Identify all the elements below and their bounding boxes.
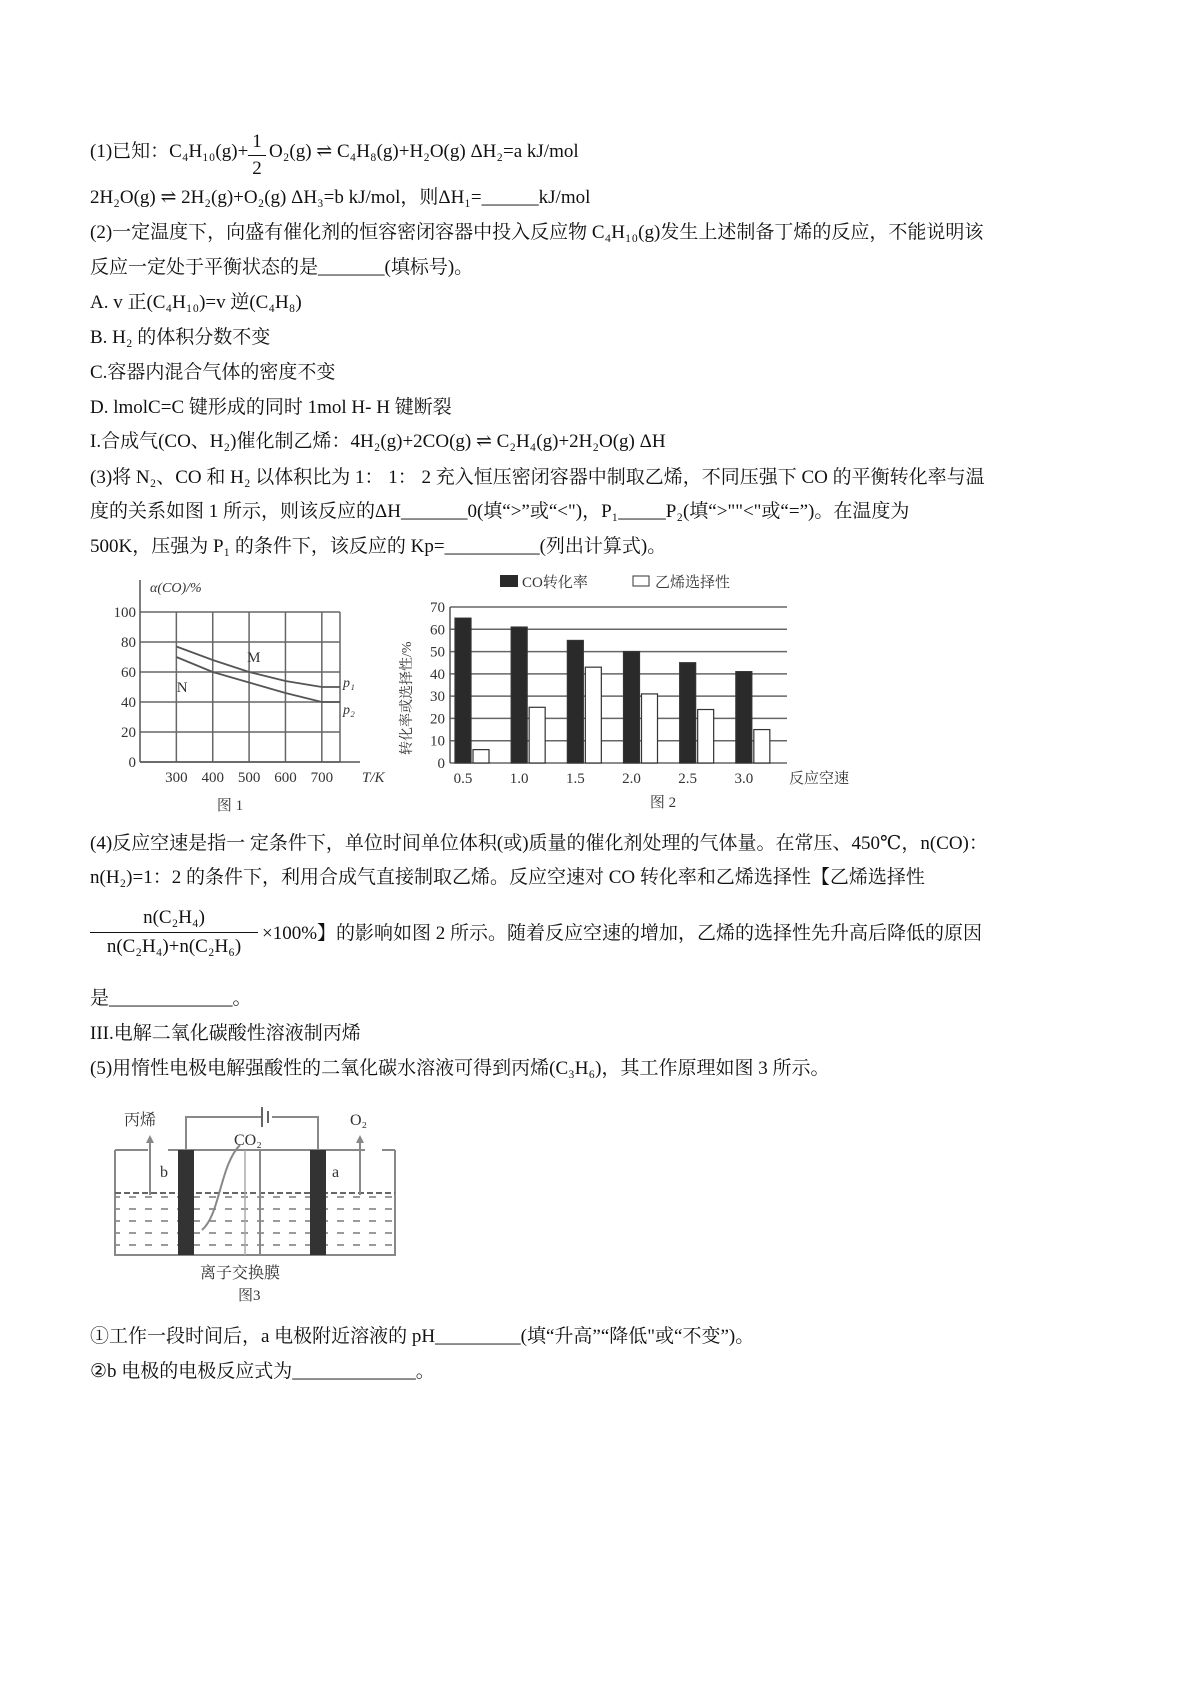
figure-3-electrolysis-diagram <box>110 1095 410 1310</box>
frac-den: 2 <box>252 158 262 179</box>
q4-line2: n(H₂)=1：2 的条件下，利用合成气直接制取乙烯。反应空速对 CO 转化率和乙烯选择性【乙烯选择性 <box>90 867 925 888</box>
figure-2-chart <box>395 565 855 820</box>
frac-numerator: n(C₂H₄) <box>90 906 258 933</box>
y-tick-label: 60 <box>121 665 136 681</box>
frac-denominator: n(C₂H₄)+n(C₂H₆) <box>106 936 242 957</box>
label-a: a <box>332 1164 340 1181</box>
electrode-b <box>178 1150 194 1255</box>
bar-selectivity <box>642 694 658 763</box>
q4-line3: ×100%】的影响如图 2 所示。随着反应空速的增加，乙烯的选择性先升高后降低的原因 <box>262 923 983 944</box>
y-tick-label: 30 <box>430 689 445 706</box>
bar-co-conversion <box>680 663 696 763</box>
label-co2: CO₂ <box>234 1132 262 1149</box>
y-tick-label: 0 <box>437 756 445 772</box>
section-2-heading: I.合成气(CO、H₂)催化制乙烯：4H₂(g)+2CO(g) ⇌ C₂H₄(g)+2H₂O(g) ΔH <box>90 431 666 452</box>
q1-line2: 2H₂O(g) ⇌ 2H₂(g)+O₂(g) ΔH₃=b kJ/mol，则ΔH₁=______kJ/mol <box>90 187 591 208</box>
x-tick-label: 1.0 <box>509 771 529 787</box>
figure-1-caption: 图 1 <box>216 798 244 814</box>
legend-swatch-co <box>500 575 518 587</box>
bar-selectivity <box>473 750 489 763</box>
y-tick-label: 0 <box>128 755 136 771</box>
label-propylene: 丙烯 <box>124 1112 157 1129</box>
option-a: A. v 正(C₄H₁₀)=v 逆(C₄H₈) <box>90 292 302 313</box>
legend-label-selectivity: 乙烯选择性 <box>655 575 731 591</box>
q3-line2: 度的关系如图 1 所示，则该反应的ΔH_______0(填“>”或“<")，P₁_____P₂(填“>""<"或“=”)。在温度为 <box>90 501 910 522</box>
y-axis-label: α(CO)/% <box>150 581 202 596</box>
y-tick-label: 20 <box>121 725 136 741</box>
label-o2: O₂ <box>350 1112 368 1129</box>
electrode-a <box>310 1150 326 1255</box>
legend-swatch-selectivity <box>633 576 649 586</box>
q3-line3: 500K，压强为 P₁ 的条件下，该反应的 Kp=__________(列出计算式)。 <box>90 536 667 557</box>
bar-selectivity <box>698 710 714 763</box>
q1-line1 <box>90 131 579 179</box>
bar-co-conversion <box>511 627 527 763</box>
x-tick-label: 500 <box>237 770 261 786</box>
series-label: p₂ <box>343 703 355 718</box>
bar-co-conversion <box>736 672 752 763</box>
y-axis-label: 转化率或选择性/% <box>400 641 415 755</box>
section-3-heading: III.电解二氧化碳酸性溶液制丙烯 <box>90 1023 361 1044</box>
x-tick-label: 400 <box>201 770 224 786</box>
bar-selectivity <box>754 730 770 763</box>
y-tick-label: 40 <box>121 695 136 711</box>
point-label: M <box>247 650 261 666</box>
x-axis-label: T/K <box>362 770 385 786</box>
x-tick-label: 700 <box>310 770 334 786</box>
half-fraction <box>248 131 266 180</box>
y-tick-label: 40 <box>430 666 445 683</box>
label-membrane: 离子交换膜 <box>200 1265 281 1282</box>
q2-line2: 反应一定处于平衡状态的是_______(填标号)。 <box>90 257 474 278</box>
q2-line1: (2)一定温度下，向盛有催化剂的恒容密闭容器中投入反应物 C₄H₁₀(g)发生上述制备丁烯的反应，不能说明该 <box>90 222 984 243</box>
x-tick-label: 2.0 <box>622 771 641 787</box>
q4-line4: 是_____________。 <box>90 988 252 1009</box>
x-tick-label: 1.5 <box>565 771 585 787</box>
figure-3-caption: 图3 <box>238 1288 261 1304</box>
option-d: D. lmolC=C 键形成的同时 1mol H- H 键断裂 <box>90 397 452 418</box>
frac-num: 1 <box>248 131 266 156</box>
bar-selectivity <box>529 707 545 763</box>
q1-text-suffix: O₂(g) ⇌ C₄H₈(g)+H₂O(g) ΔH₂=a kJ/mol <box>269 141 579 162</box>
option-c: C.容器内混合气体的密度不变 <box>90 362 336 383</box>
y-tick-label: 50 <box>430 644 445 661</box>
series-label: p₁ <box>343 676 355 691</box>
option-b: B. H₂ 的体积分数不变 <box>90 327 271 348</box>
x-tick-label: 300 <box>165 770 188 786</box>
q5-line1: (5)用惰性电极电解强酸性的二氧化碳水溶液可得到丙烯(C₃H₆)，其工作原理如图 3 所示。 <box>90 1058 830 1079</box>
bar-co-conversion <box>567 640 583 763</box>
bar-co-conversion <box>455 618 471 763</box>
y-tick-label: 100 <box>113 605 136 621</box>
q5-sub2: ②b 电极的电极反应式为_____________。 <box>90 1361 435 1382</box>
y-tick-label: 10 <box>430 733 445 750</box>
legend-label-co: CO转化率 <box>522 575 588 591</box>
x-tick-label: 2.5 <box>678 771 698 787</box>
point-label: N <box>176 680 188 696</box>
x-tick-label: 3.0 <box>734 771 754 787</box>
bar-selectivity <box>585 667 601 763</box>
selectivity-fraction <box>90 906 258 959</box>
y-tick-label: 20 <box>430 711 445 728</box>
x-tick-label: 600 <box>274 770 297 786</box>
x-axis-label: 反应空速 <box>789 771 850 787</box>
q1-text: (1)已知：C₄H₁₀(g)+ <box>90 141 249 162</box>
q4-line1: (4)反应空速是指一 定条件下，单位时间单位体积(或)质量的催化剂处理的气体量。在常压、450℃，n(CO)： <box>90 833 988 854</box>
q3-line1: (3)将 N₂、CO 和 H₂ 以体积比为 1： 1： 2 充入恒压密闭容器中制取乙烯，不同压强下 CO 的平衡转化率与温 <box>90 467 985 488</box>
y-tick-label: 80 <box>121 635 136 651</box>
y-tick-label: 60 <box>430 622 445 639</box>
label-b: b <box>160 1164 168 1181</box>
figure-1-chart <box>100 570 400 820</box>
solution <box>116 1193 394 1254</box>
figure-2-caption: 图 2 <box>649 795 677 811</box>
x-tick-label: 0.5 <box>453 771 473 787</box>
q5-sub1: ①工作一段时间后，a 电极附近溶液的 pH_________(填“升高”“降低"或“不变”)。 <box>90 1326 755 1347</box>
y-tick-label: 70 <box>430 600 445 616</box>
bar-co-conversion <box>624 652 640 763</box>
